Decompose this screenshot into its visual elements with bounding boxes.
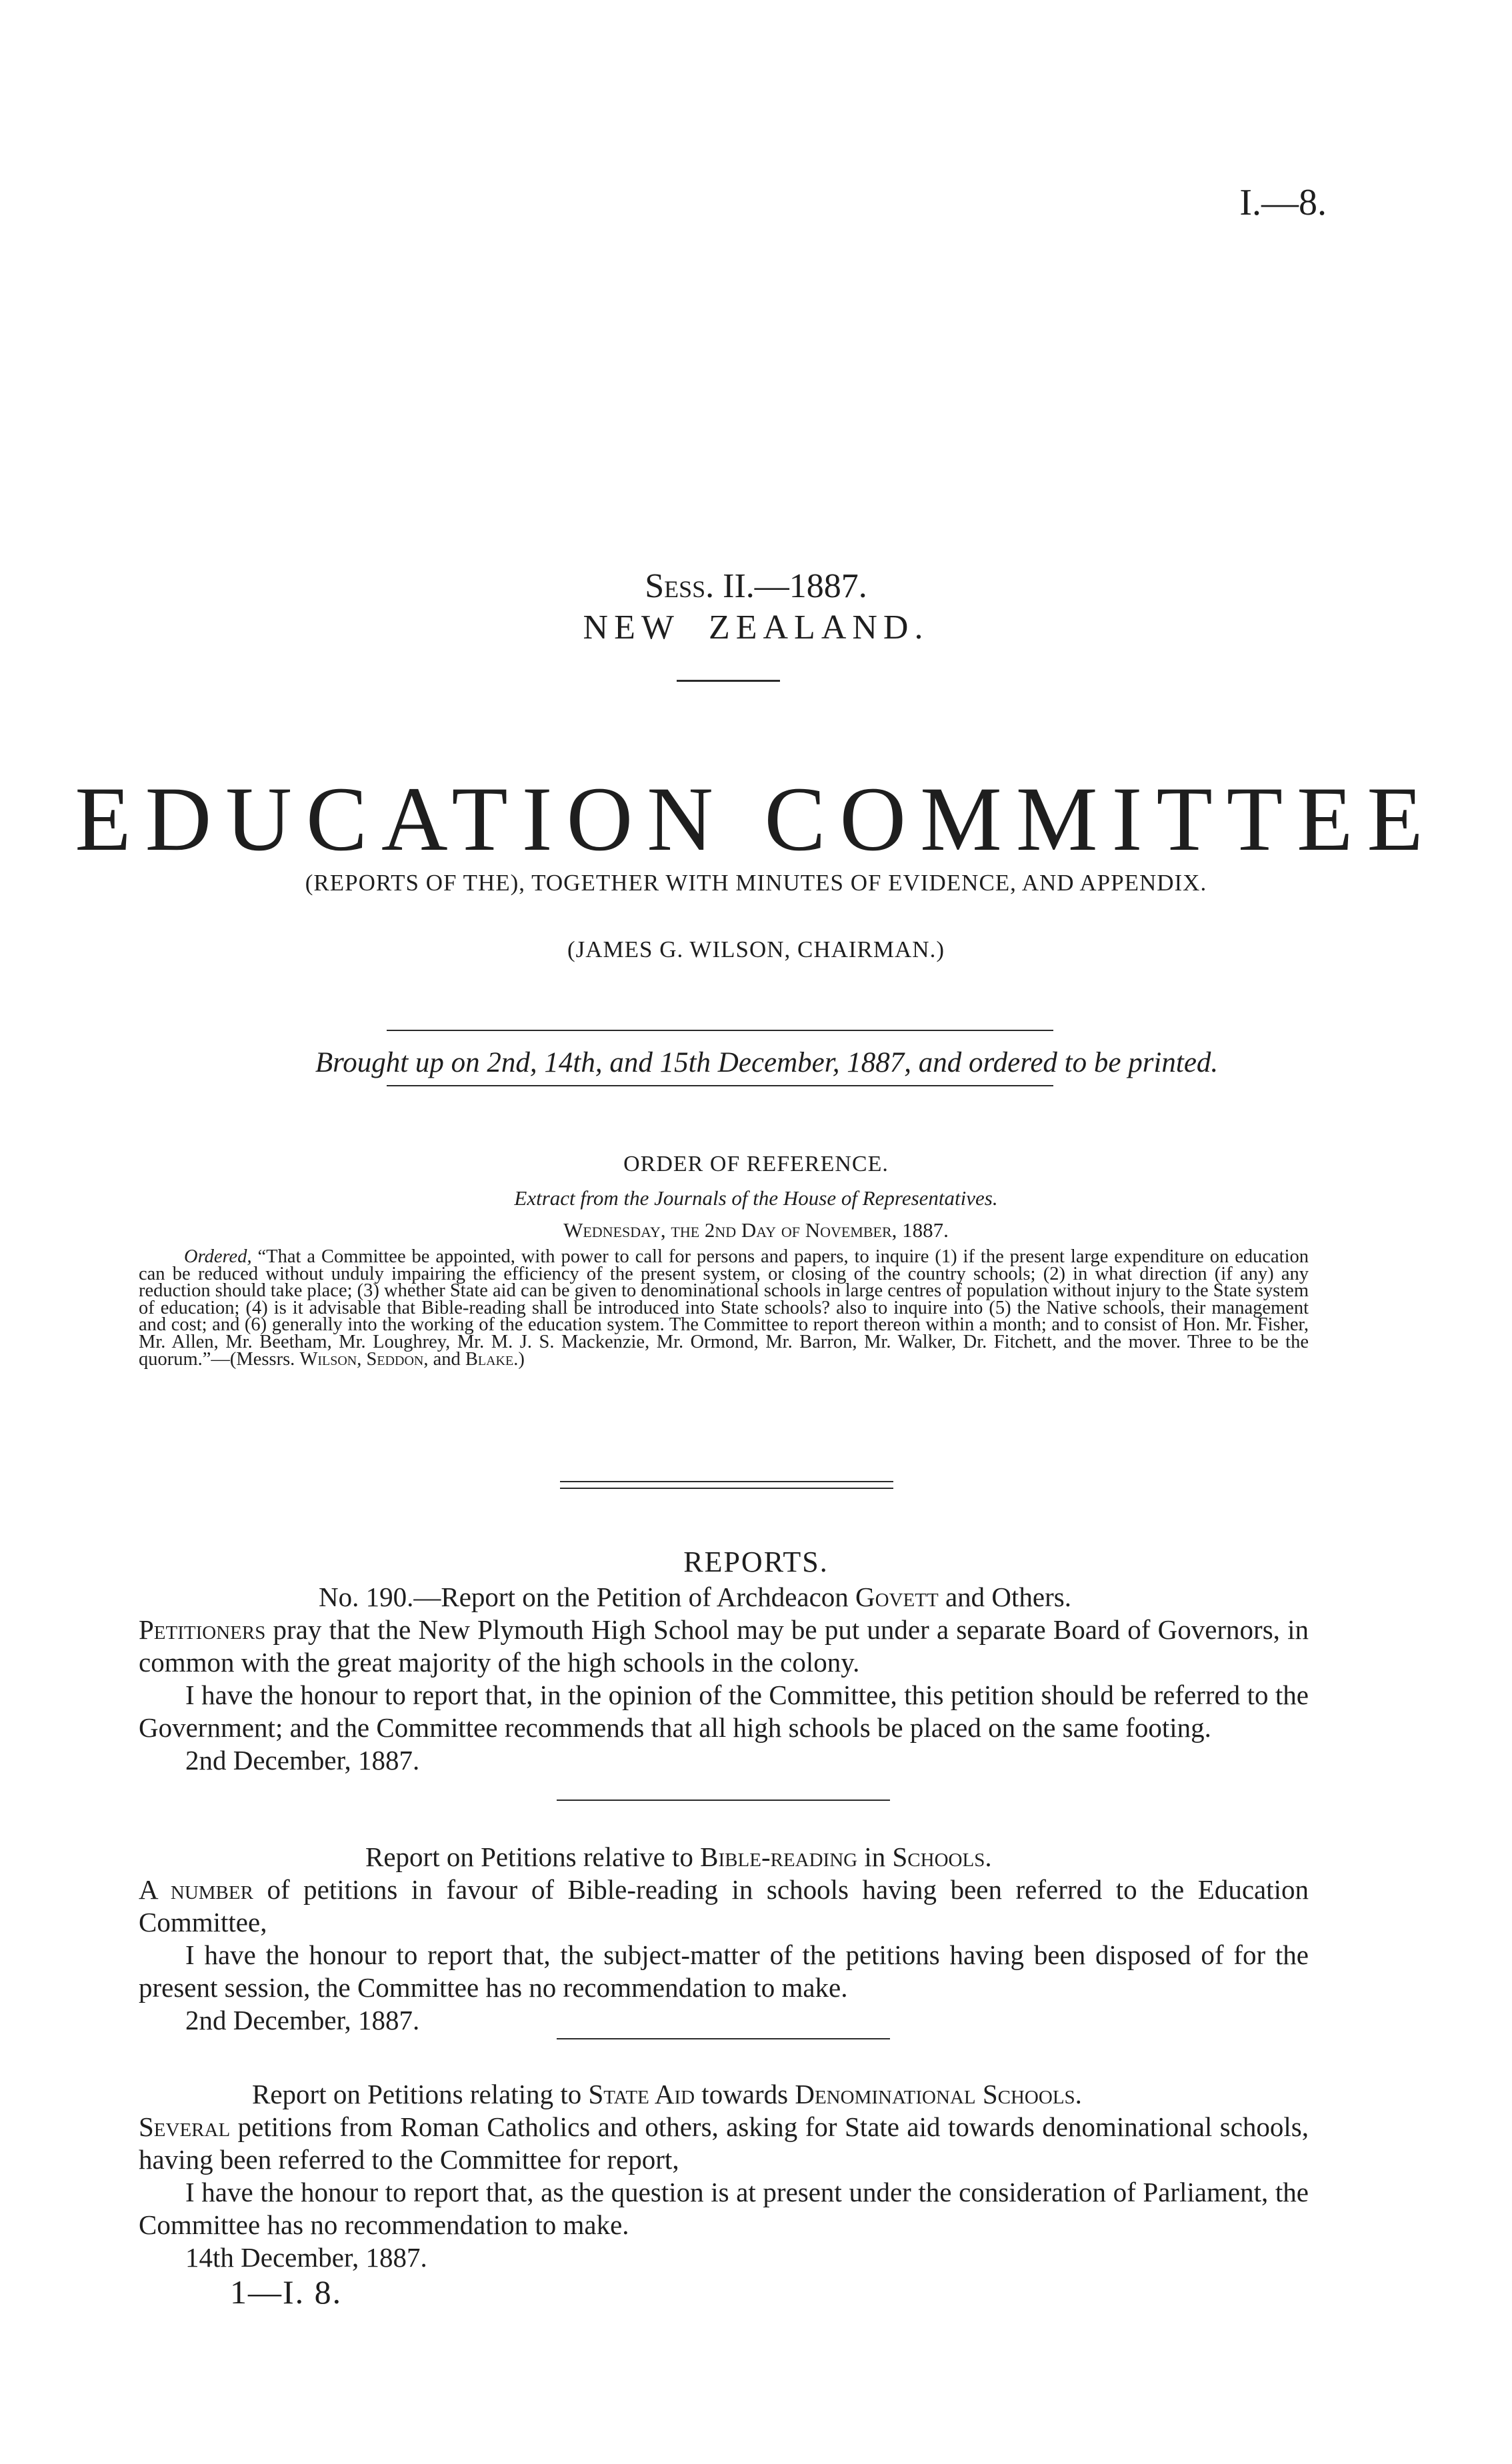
report-3-body: I have the honour to report that, as the question is at present under the consideration of Parliament, the Committee has no recommendation to make. xyxy=(139,2177,1309,2240)
report-2-date: 2nd December, 1887. xyxy=(185,2005,420,2035)
page-reference: I.—8. xyxy=(1239,182,1327,223)
session-line xyxy=(0,567,1512,606)
report-1-date: 2nd December, 1887. xyxy=(185,1745,420,1776)
divider-below-brought xyxy=(387,1085,1053,1086)
brought-up-line: Brought up on 2nd, 14th, and 15th December, 1887, and ordered to be printed. xyxy=(315,1047,1219,1078)
mover-2: Seddon xyxy=(366,1348,424,1370)
double-rule-bottom xyxy=(560,1488,893,1489)
report-1 xyxy=(139,1581,1309,1777)
report-1-body: I have the honour to report that, in the opinion of the Committee, this petition should be referred to the Government; and the Committee recommends that all high schools be placed on the same footing. xyxy=(139,1680,1309,1743)
divider-above-brought xyxy=(387,1030,1053,1031)
order-date-text: Wednesday, the 2nd Day of November, 1887. xyxy=(563,1218,949,1242)
report-2-body: I have the honour to report that, the subject-matter of the petitions having been disposed of for the present session, the Committee has no recommendation to make. xyxy=(139,1939,1309,2003)
ordered-label: Ordered, xyxy=(184,1246,252,1267)
order-body: Ordered, “That a Committee be appointed, with power to call for persons and papers, to inquire (1) if the present large expenditure on education can be reduced without unduly impairing the efficiency of the present system, or closing of the country schools; (2) in what direction (if any) any reduction should take place; (3) whether State aid can be given to denominational schools in large centres of population without injury to the State system of education; (4) is it advisable that Bible-reading shall be introduced into State schools? also to inquire into (5) the Native schools, their management and cost; and (6) generally into the working of the education system. The Committee to report thereon within a month; and to consist of Hon. Mr. Fisher, Mr. Allen, Mr. Beetham, Mr. Loughrey, Mr. M. J. S. Mackenzie, Mr. Ormond, Mr. Barron, Mr. Walker, Dr. Fitchett, and the mover. Three to be the quorum.”—(Messrs. Wilson, Seddon, and Blake.) xyxy=(139,1246,1309,1370)
report-2 xyxy=(139,1841,1309,2037)
double-rule-top xyxy=(560,1481,893,1482)
document-subtitle: (REPORTS OF THE), TOGETHER WITH MINUTES OF EVIDENCE, AND APPENDIX. xyxy=(305,870,1207,896)
order-body-text: “That a Committee be appointed, with power to call for persons and papers, to inquire (1) if the present large expenditure on education can be reduced without unduly impairing the efficiency of the present system, or closing of the country schools; (2) in what direction (if any) any reduction should take place; (3) whether State aid can be given to denominational schools in large centres of population without injury to the State system of education; (4) is it advisable that Bible-reading shall be introduced into State schools? also to inquire into (5) the Native schools, their management and cost; and (6) generally into the working of the education system. The Committee to report thereon within a month; and to consist of Hon. Mr. Fisher, Mr. Allen, Mr. Beetham, Mr. Loughrey, Mr. M. J. S. Mackenzie, Mr. Ormond, Mr. Barron, Mr. Walker, Dr. Fitchett, and the mover. Three to be the quorum.”—(Messrs. xyxy=(139,1246,1309,1370)
order-heading: ORDER OF REFERENCE. xyxy=(623,1152,889,1176)
footer-reference: 1—I. 8. xyxy=(230,2273,343,2311)
divider-report-2 xyxy=(557,2038,890,2039)
report-3-title: Report on Petitions relating to State Aid towards Denominational Schools. xyxy=(252,2079,1082,2109)
divider-short xyxy=(677,680,780,682)
report-2-lead: A number of petitions in favour of Bible-reading in schools having been referred to the Education Committee, xyxy=(139,1874,1309,1937)
country-heading: NEW ZEALAND. xyxy=(583,609,929,646)
order-date xyxy=(0,1218,1512,1242)
divider-report-1 xyxy=(557,1800,890,1801)
report-1-lead: Petitioners pray that the New Plymouth High School may be put under a separate Board of Governors, in common with the great majority of the high schools in the colony. xyxy=(139,1614,1309,1678)
document-title: EDUCATION COMMITTEE xyxy=(75,768,1437,870)
chairman-line: (JAMES G. WILSON, CHAIRMAN.) xyxy=(567,936,945,962)
mover-1: Wilson xyxy=(299,1348,357,1370)
report-3-date: 14th December, 1887. xyxy=(185,2242,427,2273)
session-text: Sess. II.—1887. xyxy=(645,567,867,605)
report-3 xyxy=(139,2078,1309,2274)
mover-3: Blake xyxy=(465,1348,514,1370)
reports-heading: REPORTS. xyxy=(683,1546,829,1578)
order-extract: Extract from the Journals of the House of Representatives. xyxy=(514,1186,998,1210)
report-2-title: Report on Petitions relative to Bible-reading in Schools. xyxy=(365,1842,992,1872)
report-3-lead: Several petitions from Roman Catholics and others, asking for State aid towards denominational schools, having been referred to the Committee for report, xyxy=(139,2111,1309,2175)
report-1-title: No. 190.—Report on the Petition of Archdeacon Govett and Others. xyxy=(319,1582,1071,1612)
